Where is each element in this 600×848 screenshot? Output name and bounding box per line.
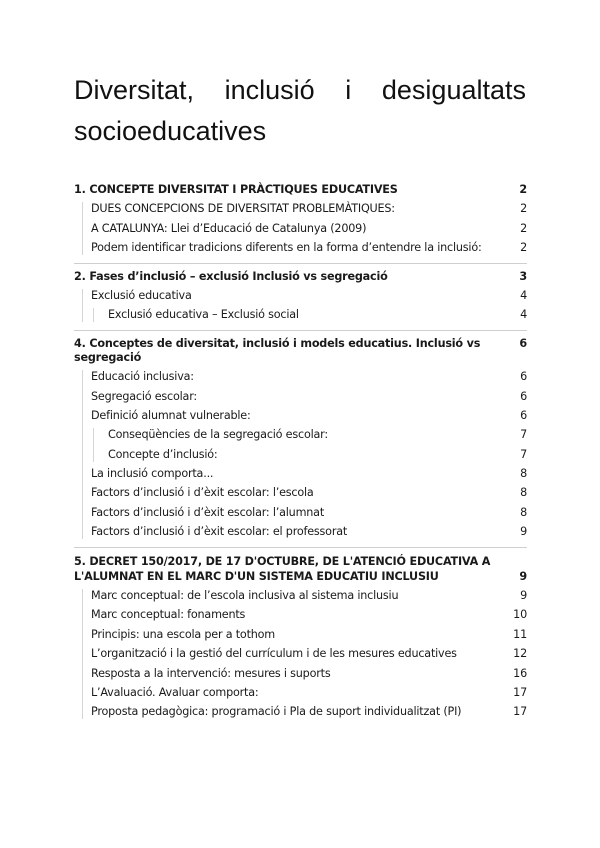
toc-entry-text: Resposta a la intervenció: mesures i suports [91,666,331,680]
toc-heading-text: 2. Fases d’inclusió – exclusió Inclusió vs segregació [74,269,388,283]
toc-entry[interactable] [83,390,527,404]
toc-page-number: 3 [519,269,527,283]
toc-page-number: 8 [520,486,527,500]
toc-entry-text: La inclusió comporta... [91,467,214,481]
toc-entry[interactable] [83,289,527,303]
toc-entry-text: Podem identificar tradicions diferents en la forma d’entendre la inclusió: [91,241,482,255]
toc-entry-text: Definició alumnat vulnerable: [91,408,251,422]
toc-entry-text: Factors d’inclusió i d’èxit escolar: l’alumnat [91,505,325,519]
toc-entry[interactable] [83,667,527,681]
toc-entry-text: Factors d’inclusió i d’èxit escolar: el professorat [91,525,348,539]
toc-entry[interactable] [83,686,527,700]
toc-entry[interactable] [83,486,527,500]
toc-entry[interactable] [83,202,527,216]
toc-page-number: 17 [513,685,527,699]
toc-subsection-list [82,589,527,719]
toc-page-number: 2 [519,183,527,196]
toc-section-4 [74,337,527,548]
toc-entry-text: Marc conceptual: de l’escola inclusiva al sistema inclusiu [91,589,399,603]
toc-heading-line-1: 5. DECRET 150/2017, DE 17 D'OCTUBRE, DE L'ATENCIÓ EDUCATIVA A [74,554,491,568]
toc-entry[interactable] [83,608,527,622]
toc-entry[interactable] [83,222,527,236]
toc-entry-text: Conseqüències de la segregació escolar: [108,428,328,442]
toc-section-2 [74,270,527,331]
document-title: Diversitat, inclusió i desigualtats socioeducatives [74,75,526,146]
toc-page-number: 7 [520,428,527,442]
toc-page-number: 6 [520,370,527,384]
toc-entry-text: Exclusió educativa [91,288,192,302]
toc-section-1 [74,183,527,264]
toc-entry-text: A CATALUNYA: Llei d’Educació de Catalunya (2009) [91,221,367,235]
table-of-contents [74,179,527,733]
toc-subsubsection-list [93,308,527,322]
toc-entry-text: Factors d’inclusió i d’èxit escolar: l’escola [91,486,314,500]
toc-page-number: 9 [520,525,527,539]
toc-heading-line-2: L'ALUMNAT EN EL MARC D'UN SISTEMA EDUCATIU INCLUSIU [74,569,439,583]
toc-page-number: 2 [520,221,527,235]
toc-entry[interactable] [83,370,527,384]
toc-page-number: 11 [513,627,527,641]
toc-entry-text: Marc conceptual: fonaments [91,608,246,622]
toc-subsection-list [82,202,527,255]
toc-entry[interactable] [94,448,527,462]
toc-entry-text: L’Avaluació. Avaluar comporta: [91,685,259,699]
toc-entry[interactable] [83,589,527,603]
toc-entry-text: Exclusió educativa – Exclusió social [108,308,299,322]
toc-heading-5[interactable] [74,554,527,584]
toc-entry[interactable] [83,241,527,255]
toc-entry[interactable] [83,647,527,661]
toc-page-number: 10 [513,608,527,622]
toc-entry-text: Educació inclusiva: [91,370,194,384]
toc-heading-text: 1. CONCEPTE DIVERSITAT I PRÀCTIQUES EDUCATIVES [74,183,398,196]
toc-entry[interactable] [94,428,527,442]
toc-page-number: 7 [520,447,527,461]
toc-subsubsection-list [93,428,527,461]
toc-page-number: 4 [520,308,527,322]
toc-entry-text: Proposta pedagògica: programació i Pla de suport individualitzat (PI) [91,705,462,719]
toc-page-number: 6 [520,408,527,422]
toc-entry[interactable] [83,467,527,481]
toc-page-number: 2 [520,202,527,216]
toc-heading-4[interactable] [74,337,527,365]
toc-page-number: 16 [513,666,527,680]
toc-entry-text: Segregació escolar: [91,389,197,403]
toc-entry[interactable] [83,409,527,423]
toc-entry[interactable] [83,705,527,719]
toc-page-number: 6 [520,389,527,403]
toc-heading-2[interactable] [74,270,527,284]
toc-section-5 [74,554,527,727]
toc-page-number: 2 [520,241,527,255]
toc-page-number: 4 [520,288,527,302]
toc-page-number: 12 [513,647,527,661]
toc-page-number: 8 [520,467,527,481]
toc-page-number: 9 [519,569,527,583]
toc-page-number: 17 [513,705,527,719]
toc-page-number: 8 [520,505,527,519]
toc-entry-text: DUES CONCEPCIONS DE DIVERSITAT PROBLEMÀTIQUES: [91,202,395,216]
toc-entry[interactable] [94,308,527,322]
toc-page-number: 9 [520,589,527,603]
toc-entry[interactable] [83,506,527,520]
toc-heading-text: 4. Conceptes de diversitat, inclusió i models educatius. Inclusió vs segregació [74,336,481,364]
toc-subsection-list [82,289,527,322]
toc-heading-text [74,554,505,584]
toc-entry-text: L’organització i la gestió del currículum i de les mesures educatives [91,647,457,661]
toc-page-number: 6 [519,336,527,350]
toc-entry-text: Principis: una escola per a tothom [91,627,275,641]
toc-heading-1[interactable] [74,183,527,197]
toc-entry[interactable] [83,628,527,642]
toc-entry-text: Concepte d’inclusió: [108,447,218,461]
toc-entry[interactable] [83,525,527,539]
toc-subsection-list [82,370,527,539]
